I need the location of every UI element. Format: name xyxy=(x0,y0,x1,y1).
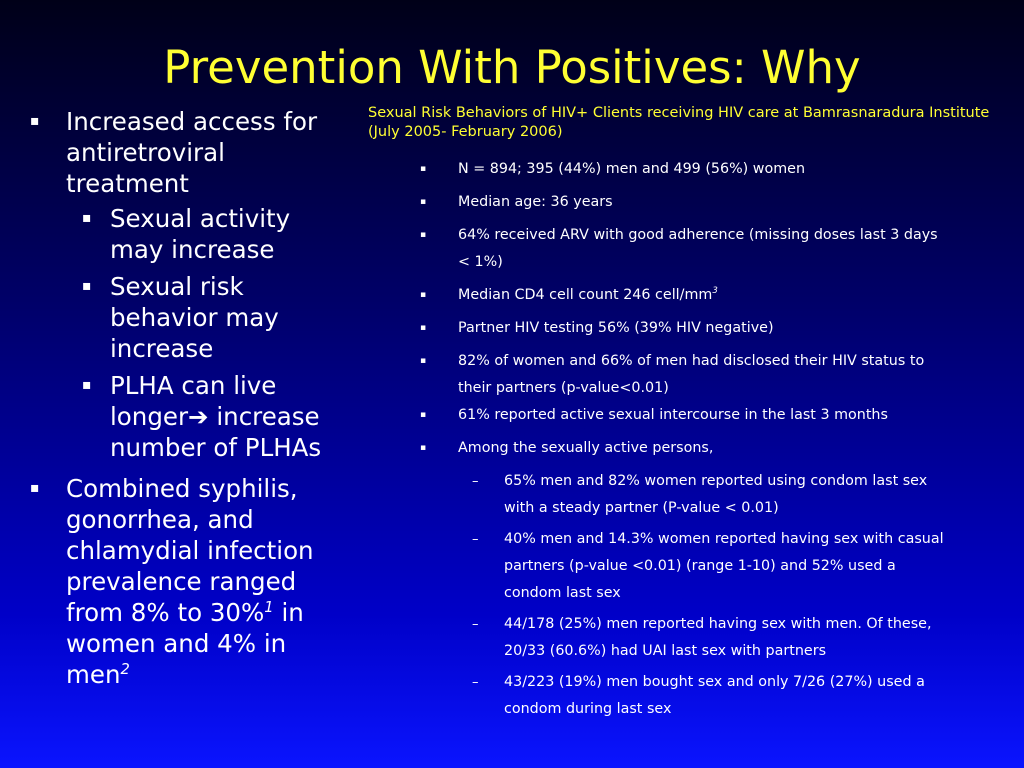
list-item-text: 64% received ARV with good adherence (missing doses last 3 days < 1%) xyxy=(458,227,938,270)
sub-list-item-text: 65% men and 82% women reported using condom last sex with a steady partner (P-value < 0.01) xyxy=(504,473,928,516)
dash-bullet-icon: – xyxy=(472,532,479,547)
square-bullet-icon: ▪ xyxy=(420,443,427,453)
dash-bullet-icon: – xyxy=(472,675,479,690)
right-arrow-icon: ➔ xyxy=(188,402,209,431)
sub-list-item-text: 40% men and 14.3% women reported having sex with casual partners (p-value <0.01) (range 1-10) and 52% used a condom last sex xyxy=(504,531,944,601)
square-bullet-icon: ▪ xyxy=(82,377,92,393)
left-column xyxy=(28,106,350,700)
list-item xyxy=(368,435,938,462)
square-bullet-icon: ▪ xyxy=(420,290,427,300)
list-item-text: 61% reported active sexual intercourse in the last 3 months xyxy=(458,407,888,423)
footnote-ref: 1 xyxy=(264,598,274,616)
square-bullet-icon: ▪ xyxy=(420,323,427,333)
dash-bullet-icon: – xyxy=(472,617,479,632)
right-column xyxy=(368,104,1008,727)
footnote-ref: 2 xyxy=(120,660,130,678)
sub-bullet-sexual-activity xyxy=(66,203,350,265)
square-bullet-icon: ▪ xyxy=(420,230,427,240)
list-item xyxy=(368,282,938,309)
square-bullet-icon: ▪ xyxy=(420,410,427,420)
square-bullet-icon: ▪ xyxy=(420,356,427,366)
bullet-sti-prevalence xyxy=(28,473,350,690)
square-bullet-icon: ▪ xyxy=(82,210,92,226)
list-item-text: Median age: 36 years xyxy=(458,194,613,210)
square-bullet-icon: ▪ xyxy=(420,164,427,174)
list-item xyxy=(368,315,938,342)
slide-title: Prevention With Positives: Why xyxy=(163,41,861,94)
sub-list xyxy=(368,468,1008,723)
dash-bullet-icon: – xyxy=(472,474,479,489)
list-item-text: Among the sexually active persons, xyxy=(458,440,714,456)
list-item-text: 82% of women and 66% of men had disclosed their HIV status to their partners (p-value<0.01) xyxy=(458,353,925,396)
sub-list-item-text: 43/223 (19%) men bought sex and only 7/26 (27%) used a condom during last sex xyxy=(504,674,925,717)
list-item xyxy=(368,156,938,183)
bullet-access-art xyxy=(28,106,350,463)
sub-bullet-text: Sexual activity may increase xyxy=(110,204,291,264)
square-bullet-icon: ▪ xyxy=(30,480,40,496)
list-item-text: Partner HIV testing 56% (39% HIV negative) xyxy=(458,320,774,336)
sub-list-item xyxy=(368,468,944,522)
list-item xyxy=(368,348,938,402)
sub-bullet-sexual-risk xyxy=(66,271,350,364)
bullet-text: Increased access for antiretroviral treatment xyxy=(66,107,318,198)
list-item xyxy=(368,402,938,429)
list-item-text: Median CD4 cell count 246 cell/mm xyxy=(458,287,713,303)
sub-bullet-text: increase number of PLHAs xyxy=(110,402,322,462)
sub-list-item-text: 44/178 (25%) men reported having sex with men. Of these, 20/33 (60.6%) had UAI last sex with partners xyxy=(504,616,932,659)
sub-list-item xyxy=(368,526,944,607)
superscript: 3 xyxy=(712,286,718,297)
list-item xyxy=(368,189,938,216)
list-item-text: N = 894; 395 (44%) men and 499 (56%) women xyxy=(458,161,806,177)
sub-list-item xyxy=(368,669,944,723)
sub-bullet-list xyxy=(66,203,350,463)
list-item xyxy=(368,222,938,276)
bullet-text: in women and 4% in men xyxy=(66,598,304,689)
square-bullet-icon: ▪ xyxy=(82,278,92,294)
section-subtitle: Sexual Risk Behaviors of HIV+ Clients receiving HIV care at Bamrasnaradura Institute (July 2005- February 2006) xyxy=(368,105,990,140)
sub-list-item xyxy=(368,611,944,665)
bullet-text: Combined syphilis, gonorrhea, and chlamydial infection prevalence ranged from 8% to 30% xyxy=(66,474,314,627)
square-bullet-icon: ▪ xyxy=(420,197,427,207)
square-bullet-icon: ▪ xyxy=(30,113,40,129)
sub-bullet-text: Sexual risk behavior may increase xyxy=(110,272,279,363)
sub-bullet-text: PLHA can live longer xyxy=(110,371,277,431)
sub-bullet-plha-longer xyxy=(66,370,350,463)
